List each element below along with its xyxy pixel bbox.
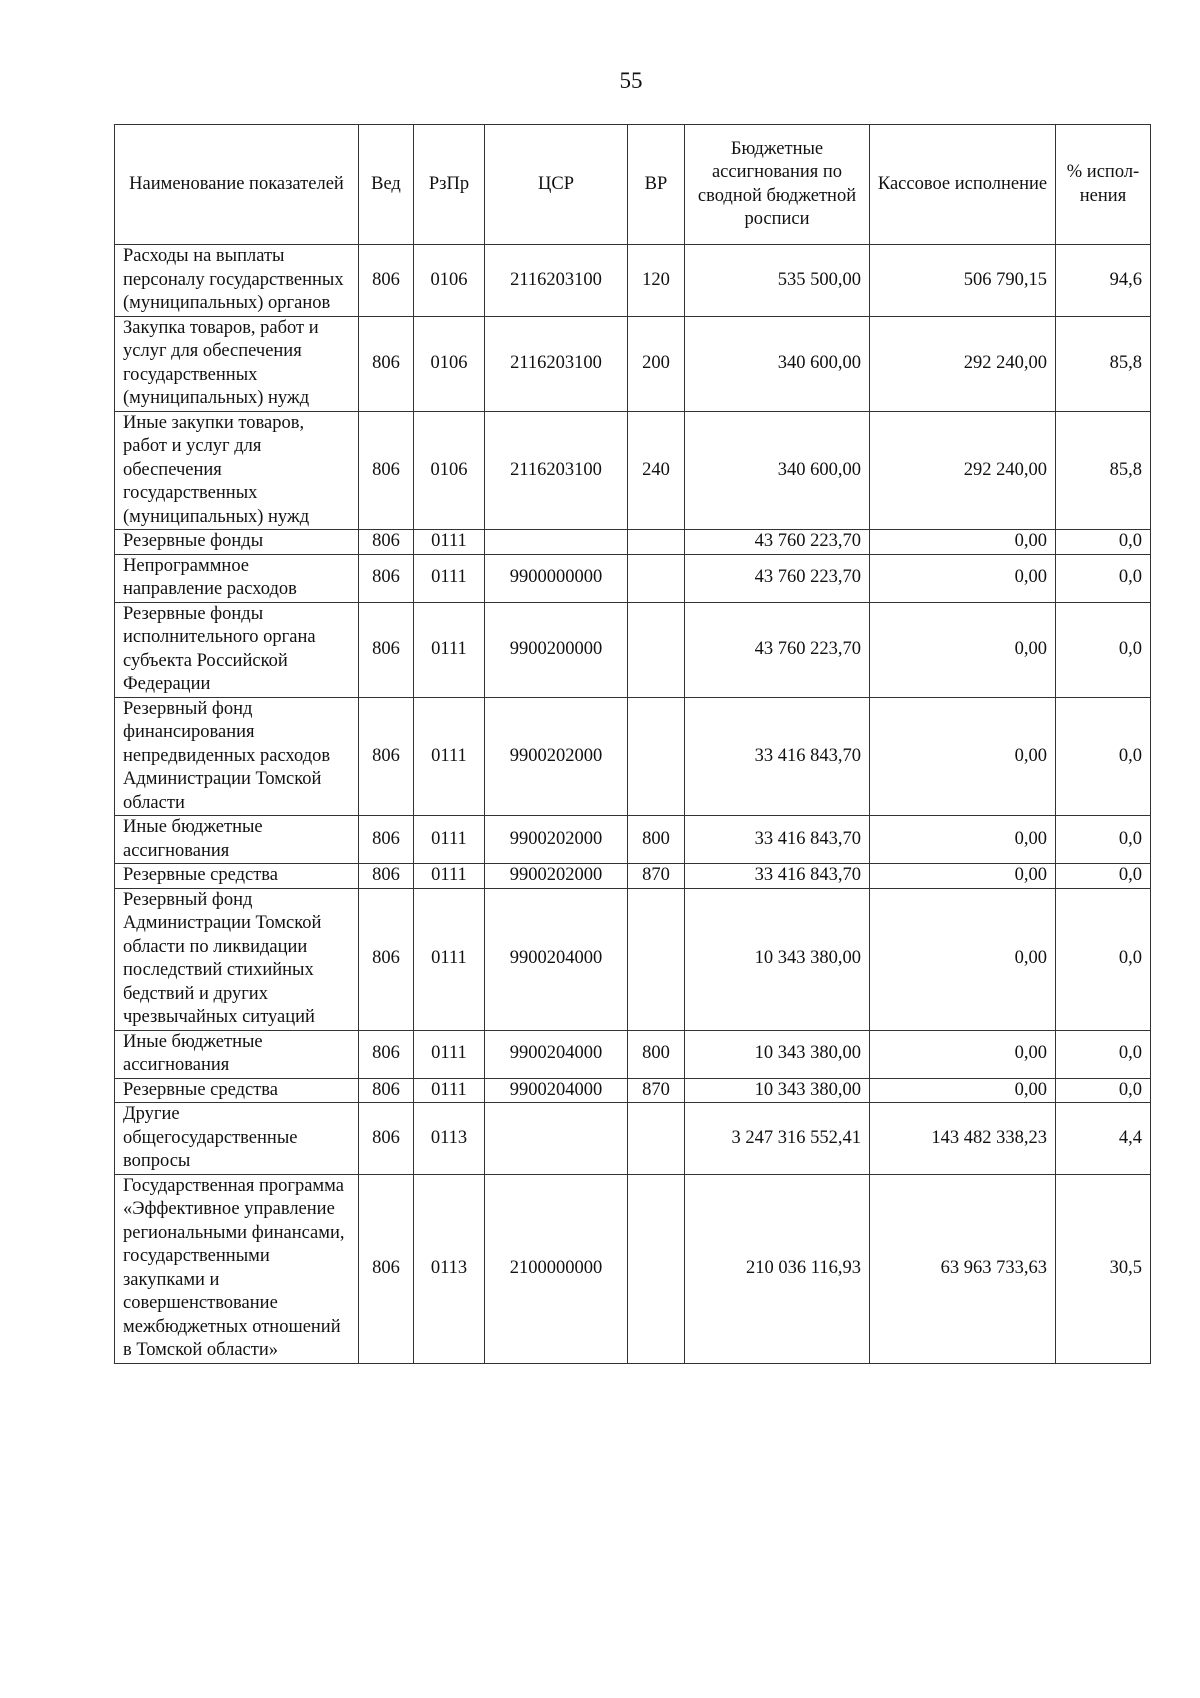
cell-rzpr: 0111 (414, 864, 485, 889)
cell-vr: 870 (628, 864, 685, 889)
table-header-row (115, 125, 1151, 245)
header-name: Наименование показателей (115, 125, 359, 245)
cell-rzpr: 0111 (414, 816, 485, 864)
cell-ved: 806 (359, 316, 414, 411)
cell-vr: 200 (628, 316, 685, 411)
cell-name: Расходы на выплаты персоналу государственных (муниципальных) органов (115, 245, 359, 317)
table-row (115, 602, 1151, 697)
cell-csr: 2116203100 (485, 245, 628, 317)
cell-pct: 0,0 (1056, 602, 1151, 697)
cell-pct: 94,6 (1056, 245, 1151, 317)
header-ved: Вед (359, 125, 414, 245)
cell-name: Государственная программа «Эффективное управление региональными финансами, государственными закупками и совершенствование межбюджетных отношений в Томской области» (115, 1174, 359, 1363)
cell-csr: 2100000000 (485, 1174, 628, 1363)
header-pct: % испол-нения (1056, 125, 1151, 245)
table-row (115, 1078, 1151, 1103)
cell-csr: 2116203100 (485, 411, 628, 530)
cell-ved: 806 (359, 1174, 414, 1363)
table-row (115, 554, 1151, 602)
cell-csr: 9900202000 (485, 816, 628, 864)
cell-name: Другие общегосударственные вопросы (115, 1103, 359, 1175)
cell-csr: 9900204000 (485, 1030, 628, 1078)
cell-allocations: 535 500,00 (685, 245, 870, 317)
header-allocations: Бюджетные ассигнования по сводной бюджетной росписи (685, 125, 870, 245)
cell-allocations: 10 343 380,00 (685, 1078, 870, 1103)
cell-csr: 9900202000 (485, 864, 628, 889)
cell-csr (485, 530, 628, 555)
cell-cash: 292 240,00 (870, 411, 1056, 530)
cell-allocations: 33 416 843,70 (685, 816, 870, 864)
cell-rzpr: 0113 (414, 1103, 485, 1175)
cell-rzpr: 0111 (414, 888, 485, 1030)
cell-ved: 806 (359, 602, 414, 697)
cell-cash: 0,00 (870, 554, 1056, 602)
header-cash: Кассовое исполнение (870, 125, 1056, 245)
cell-pct: 0,0 (1056, 530, 1151, 555)
cell-cash: 506 790,15 (870, 245, 1056, 317)
cell-vr: 120 (628, 245, 685, 317)
cell-rzpr: 0111 (414, 1078, 485, 1103)
cell-allocations: 33 416 843,70 (685, 697, 870, 816)
cell-vr (628, 1174, 685, 1363)
cell-ved: 806 (359, 864, 414, 889)
table-row (115, 530, 1151, 555)
table-row (115, 316, 1151, 411)
cell-ved: 806 (359, 245, 414, 317)
cell-cash: 292 240,00 (870, 316, 1056, 411)
header-csr: ЦСР (485, 125, 628, 245)
cell-name: Иные бюджетные ассигнования (115, 816, 359, 864)
cell-allocations: 340 600,00 (685, 411, 870, 530)
cell-ved: 806 (359, 1103, 414, 1175)
cell-name: Закупка товаров, работ и услуг для обеспечения государственных (муниципальных) нужд (115, 316, 359, 411)
cell-allocations: 10 343 380,00 (685, 1030, 870, 1078)
cell-ved: 806 (359, 554, 414, 602)
cell-pct: 0,0 (1056, 816, 1151, 864)
cell-csr: 9900000000 (485, 554, 628, 602)
cell-vr: 240 (628, 411, 685, 530)
cell-vr (628, 530, 685, 555)
cell-ved: 806 (359, 816, 414, 864)
cell-name: Резервный фонд финансирования непредвиденных расходов Администрации Томской области (115, 697, 359, 816)
cell-name: Непрограммное направление расходов (115, 554, 359, 602)
cell-rzpr: 0111 (414, 602, 485, 697)
cell-ved: 806 (359, 411, 414, 530)
cell-csr: 2116203100 (485, 316, 628, 411)
cell-allocations: 340 600,00 (685, 316, 870, 411)
table-row (115, 245, 1151, 317)
cell-ved: 806 (359, 888, 414, 1030)
table-row (115, 816, 1151, 864)
header-vr: ВР (628, 125, 685, 245)
cell-rzpr: 0106 (414, 245, 485, 317)
cell-csr: 9900202000 (485, 697, 628, 816)
table-row (115, 1103, 1151, 1175)
cell-ved: 806 (359, 1030, 414, 1078)
cell-ved: 806 (359, 1078, 414, 1103)
table-row (115, 411, 1151, 530)
cell-allocations: 43 760 223,70 (685, 554, 870, 602)
cell-csr: 9900204000 (485, 1078, 628, 1103)
cell-allocations: 43 760 223,70 (685, 530, 870, 555)
cell-rzpr: 0111 (414, 697, 485, 816)
cell-cash: 0,00 (870, 816, 1056, 864)
cell-cash: 63 963 733,63 (870, 1174, 1056, 1363)
cell-vr (628, 554, 685, 602)
cell-vr (628, 602, 685, 697)
cell-pct: 0,0 (1056, 1030, 1151, 1078)
cell-vr (628, 1103, 685, 1175)
cell-pct: 0,0 (1056, 697, 1151, 816)
cell-pct: 85,8 (1056, 411, 1151, 530)
cell-ved: 806 (359, 697, 414, 816)
cell-rzpr: 0111 (414, 530, 485, 555)
cell-allocations: 3 247 316 552,41 (685, 1103, 870, 1175)
cell-name: Резервные фонды исполнительного органа субъекта Российской Федерации (115, 602, 359, 697)
cell-allocations: 43 760 223,70 (685, 602, 870, 697)
cell-csr: 9900200000 (485, 602, 628, 697)
cell-vr: 800 (628, 816, 685, 864)
cell-pct: 85,8 (1056, 316, 1151, 411)
cell-cash: 0,00 (870, 1030, 1056, 1078)
cell-vr (628, 697, 685, 816)
cell-pct: 30,5 (1056, 1174, 1151, 1363)
cell-allocations: 33 416 843,70 (685, 864, 870, 889)
table-row (115, 864, 1151, 889)
table-row (115, 697, 1151, 816)
cell-pct: 4,4 (1056, 1103, 1151, 1175)
cell-cash: 0,00 (870, 1078, 1056, 1103)
cell-name: Иные закупки товаров, работ и услуг для обеспечения государственных (муниципальных) нужд (115, 411, 359, 530)
table-row (115, 1030, 1151, 1078)
cell-rzpr: 0113 (414, 1174, 485, 1363)
cell-rzpr: 0111 (414, 1030, 485, 1078)
budget-execution-table (114, 124, 1151, 1364)
cell-vr (628, 888, 685, 1030)
header-rzpr: РзПр (414, 125, 485, 245)
cell-cash: 0,00 (870, 888, 1056, 1030)
cell-cash: 0,00 (870, 697, 1056, 816)
cell-allocations: 10 343 380,00 (685, 888, 870, 1030)
cell-name: Иные бюджетные ассигнования (115, 1030, 359, 1078)
cell-pct: 0,0 (1056, 888, 1151, 1030)
cell-name: Резервный фонд Администрации Томской области по ликвидации последствий стихийных бедствий и других чрезвычайных ситуаций (115, 888, 359, 1030)
table-row (115, 888, 1151, 1030)
cell-cash: 0,00 (870, 864, 1056, 889)
cell-pct: 0,0 (1056, 1078, 1151, 1103)
cell-rzpr: 0106 (414, 411, 485, 530)
cell-pct: 0,0 (1056, 864, 1151, 889)
cell-rzpr: 0106 (414, 316, 485, 411)
cell-cash: 0,00 (870, 530, 1056, 555)
cell-name: Резервные средства (115, 1078, 359, 1103)
cell-csr (485, 1103, 628, 1175)
cell-ved: 806 (359, 530, 414, 555)
cell-cash: 0,00 (870, 602, 1056, 697)
page-number: 55 (619, 68, 643, 93)
cell-cash: 143 482 338,23 (870, 1103, 1056, 1175)
cell-csr: 9900204000 (485, 888, 628, 1030)
cell-name: Резервные фонды (115, 530, 359, 555)
table-row (115, 1174, 1151, 1363)
cell-name: Резервные средства (115, 864, 359, 889)
cell-allocations: 210 036 116,93 (685, 1174, 870, 1363)
cell-vr: 800 (628, 1030, 685, 1078)
cell-vr: 870 (628, 1078, 685, 1103)
cell-rzpr: 0111 (414, 554, 485, 602)
cell-pct: 0,0 (1056, 554, 1151, 602)
